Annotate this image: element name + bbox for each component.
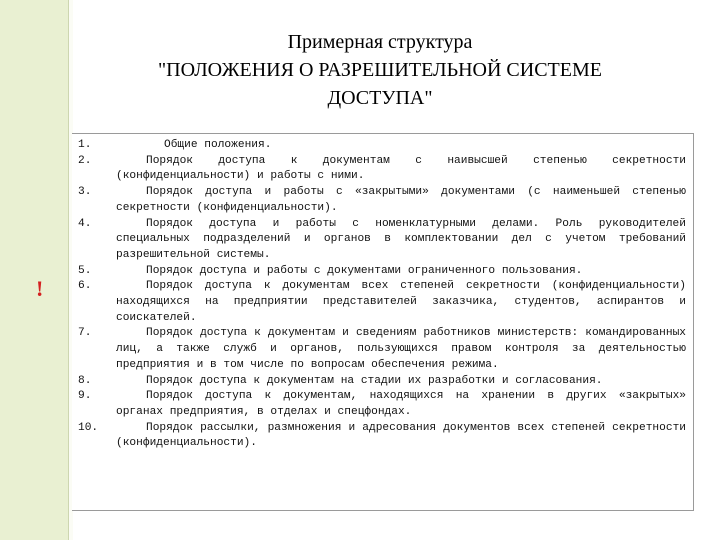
- item-text: Порядок доступа и работы с номенклатурными делами. Роль руководителей специальных подразделений и органов в комплектовании дел с учетом требований разрешительной системы.: [116, 217, 686, 261]
- item-text: Порядок доступа к документам с наивысшей степенью секретности (конфиденциальности) и работы с ними.: [116, 154, 686, 183]
- title-line-1: Примерная структура: [287, 31, 473, 53]
- list-item: [78, 154, 686, 185]
- list-item: [78, 217, 686, 264]
- list-item: [78, 374, 686, 390]
- title-line-3: ДОСТУПА": [327, 87, 433, 109]
- title-line-2: "ПОЛОЖЕНИЯ О РАЗРЕШИТЕЛЬНОЙ СИСТЕМЕ: [158, 59, 602, 81]
- item-text: Порядок доступа к документам всех степеней секретности (конфиденциальности) находящихся на предприятии представителей заказчика, студентов, аспирантов и соискателей.: [116, 280, 686, 324]
- item-number: 5.: [78, 264, 92, 277]
- item-number: 8.: [78, 374, 92, 387]
- list-item: [78, 421, 686, 452]
- item-number: 7.: [78, 327, 92, 340]
- list-item: [78, 279, 686, 326]
- item-number: 10.: [78, 421, 99, 434]
- item-text: Порядок доступа и работы с «закрытыми» документами (с наименьшей степенью секретности (конфиденциальности).: [116, 186, 686, 214]
- item-text: Порядок доступа к документам и сведениям работников министерств: командированных лиц, а также служб и органов, пользующихся правом контроля за деятельностью предприятия и в том числе по вопросам обеспечения режима.: [116, 327, 686, 371]
- item-text: Общие положения.: [164, 139, 272, 151]
- left-decorative-band: [0, 0, 68, 540]
- item-number: 4.: [78, 217, 92, 230]
- item-text: Порядок доступа и работы с документами ограниченного пользования.: [146, 264, 583, 277]
- list-item: [78, 389, 686, 420]
- item-text: Порядок доступа к документам, находящихся на хранении в других «закрытых» органах предприятия, в отделах и спецфондах.: [116, 390, 686, 418]
- item-number: 9.: [78, 390, 92, 403]
- slide-title: [80, 28, 680, 112]
- list-item: [78, 185, 686, 216]
- item-number: 6.: [78, 280, 92, 293]
- list-item: [78, 264, 686, 280]
- list-item: [78, 138, 686, 154]
- structure-list: [78, 138, 686, 452]
- item-number: 3.: [78, 186, 92, 199]
- exclamation-icon: !: [36, 276, 44, 301]
- item-text: Порядок доступа к документам на стадии их разработки и согласования.: [146, 374, 603, 387]
- item-number: 2.: [78, 154, 92, 167]
- item-number: 1.: [78, 139, 92, 151]
- list-item: [78, 326, 686, 373]
- item-text: Порядок рассылки, размножения и адресования документов всех степеней секретности (конфиденциальности).: [116, 421, 686, 450]
